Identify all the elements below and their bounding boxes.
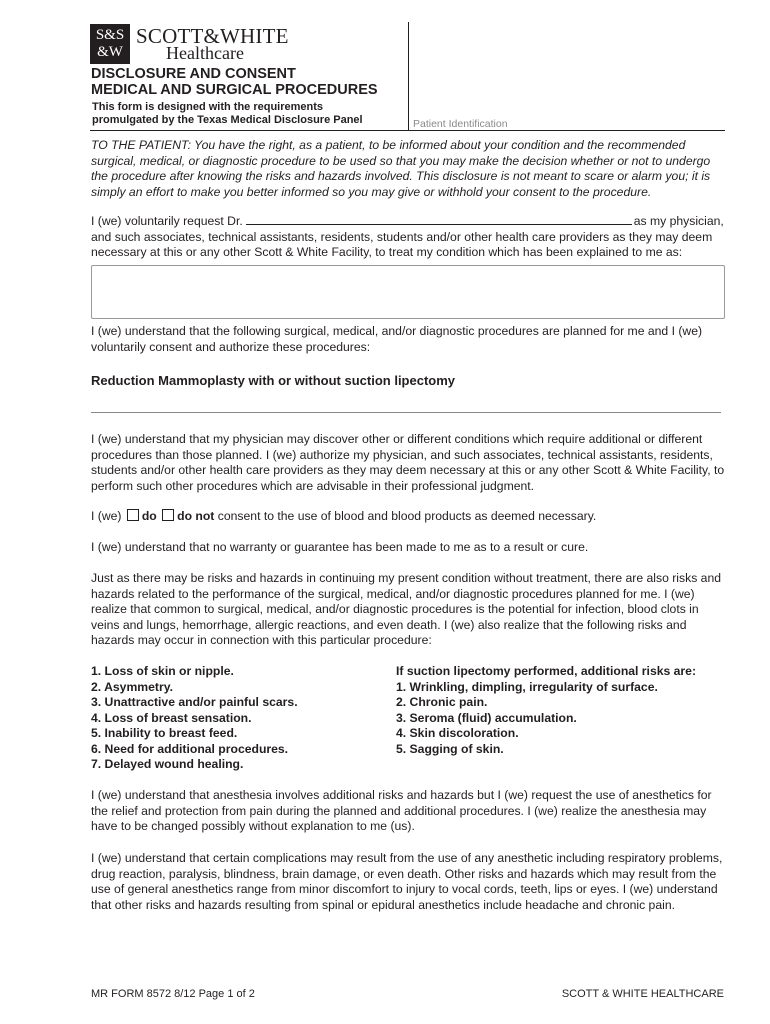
logo-monogram-top: S&S [95,27,125,43]
lipectomy-item: 2. Chronic pain. [396,695,488,709]
physician-request-paragraph [91,214,727,261]
lipectomy-item: 1. Wrinkling, dimpling, irregularity of surface. [396,679,658,694]
lipectomy-item: 4. Skin discoloration. [396,726,519,740]
header-divider-vertical [408,22,409,130]
blood-prefix: I (we) [91,509,122,523]
risk-item: 2. Asymmetry. [91,679,173,694]
blood-do-label: do [141,509,157,523]
scott-white-logo [90,24,130,64]
brand-name: SCOTT&WHITE [136,24,289,48]
physician-name-field[interactable] [246,214,632,225]
risk-item: 4. Loss of breast sensation. [91,710,252,725]
anesthesia-paragraph-1: I (we) understand that anesthesia involves additional risks and hazards but I (we) request the use of anesthetics for the relief and protection from pain during the planned and additional procedures. I (we) realize the anesthesia may have to be changed possibly without explanation to me (us). [91,788,712,833]
blood-suffix: consent to the use of blood and blood products as deemed necessary. [217,509,597,523]
form-number: MR FORM 8572 8/12 Page 1 of 2 [91,988,255,1000]
request-suffix: as my physician, [633,214,724,228]
request-rest: and such associates, technical assistants, residents, students and/or other health care providers as they may deem necessary at this or any other Scott & White Facility, to treat my condition which has been explained to me as: [91,229,713,259]
footer-organization: SCOTT & WHITE HEALTHCARE [561,988,724,1000]
form-subtitle-line2: promulgated by the Texas Medical Disclosure Panel [92,114,363,126]
blood-do-not-label: do not [177,509,215,523]
form-subtitle-line1: This form is designed with the requirements [92,101,324,113]
lipectomy-risk-list [396,664,696,757]
procedure-name: Reduction Mammoplasty with or without suction lipectomy [91,373,456,388]
blood-do-not-checkbox[interactable] [162,509,174,521]
warranty-paragraph: I (we) understand that no warranty or guarantee has been made to me as to a result or cure. [91,540,589,554]
patient-identification-label: Patient Identification [413,118,508,130]
risk-item: 5. Inability to breast feed. [91,726,238,740]
other-conditions-paragraph: I (we) understand that my physician may discover other or different conditions which require additional or different procedures than those planned. I (we) authorize my physician, and such associates, technical assistants, residents, students and/or other health care providers as they may deem necessary at this or any other Scott & White Facility, to perform such other procedures which are advisable in their professional judgment. [91,432,725,493]
anesthesia-paragraph-2: I (we) understand that certain complications may result from the use of any anesthetic including respiratory problems, drug reaction, paralysis, blindness, brain damage, or even death. Other risks and hazards which may result from the use of general anesthetics range from minor discomfort to injury to vocal cords, teeth, lips or eyes. I (we) understand that other risks and hazards resulting from spinal or epidural anesthetics include headache and chronic pain. [91,851,723,912]
risk-item: 7. Delayed wound healing. [91,757,244,771]
intro-paragraph: TO THE PATIENT: You have the right, as a patient, to be informed about your condition and the recommended surgical, medical, or diagnostic procedure to be used so that you may make the decision whether or not to undergo the procedure after knowing the risks and hazards involved. This disclosure is not meant to scare or alarm you; it is simply an effort to make you better informed so you may give or withhold your consent to the procedure. [91,138,711,199]
lipectomy-item: 3. Seroma (fluid) accumulation. [396,710,577,725]
risks-paragraph: Just as there may be risks and hazards in continuing my present condition without treatment, there are also risks and hazards related to the performance of the surgical, medical, and/or diagnostic procedures planned for me. I (we) realize that common to surgical, medical, and/or diagnostic procedures is the potential for infection, blood clots in veins and lungs, hemorrhage, allergic reactions, and even death. I (we) also realize that the following risks and hazards may occur in connection with this particular procedure: [91,571,722,647]
risk-item: 1. Loss of skin or nipple. [91,664,234,678]
form-title-line1: DISCLOSURE AND CONSENT [91,66,296,82]
form-title-line2: MEDICAL AND SURGICAL PROCEDURES [91,82,378,98]
risk-item: 3. Unattractive and/or painful scars. [91,695,298,709]
condition-explanation-field[interactable] [91,265,725,319]
risk-list [91,664,298,773]
form-subtitle [92,101,363,127]
request-prefix: I (we) voluntarily request Dr. [91,214,243,228]
blood-consent-line [91,509,727,525]
lipectomy-item: 5. Sagging of skin. [396,741,504,756]
brand-sub: Healthcare [166,43,244,63]
lipectomy-heading: If suction lipectomy performed, additional risks are: [396,664,697,678]
blood-do-checkbox[interactable] [127,509,139,521]
procedure-line [91,412,721,413]
risk-item: 6. Need for additional procedures. [91,741,289,756]
form-title [91,66,378,98]
header-divider-horizontal [90,130,725,131]
logo-monogram-bottom: &W [97,44,123,60]
planned-procedures-paragraph: I (we) understand that the following surgical, medical, and/or diagnostic procedures are planned for me and I (we) voluntarily consent and authorize these procedures: [91,324,703,354]
